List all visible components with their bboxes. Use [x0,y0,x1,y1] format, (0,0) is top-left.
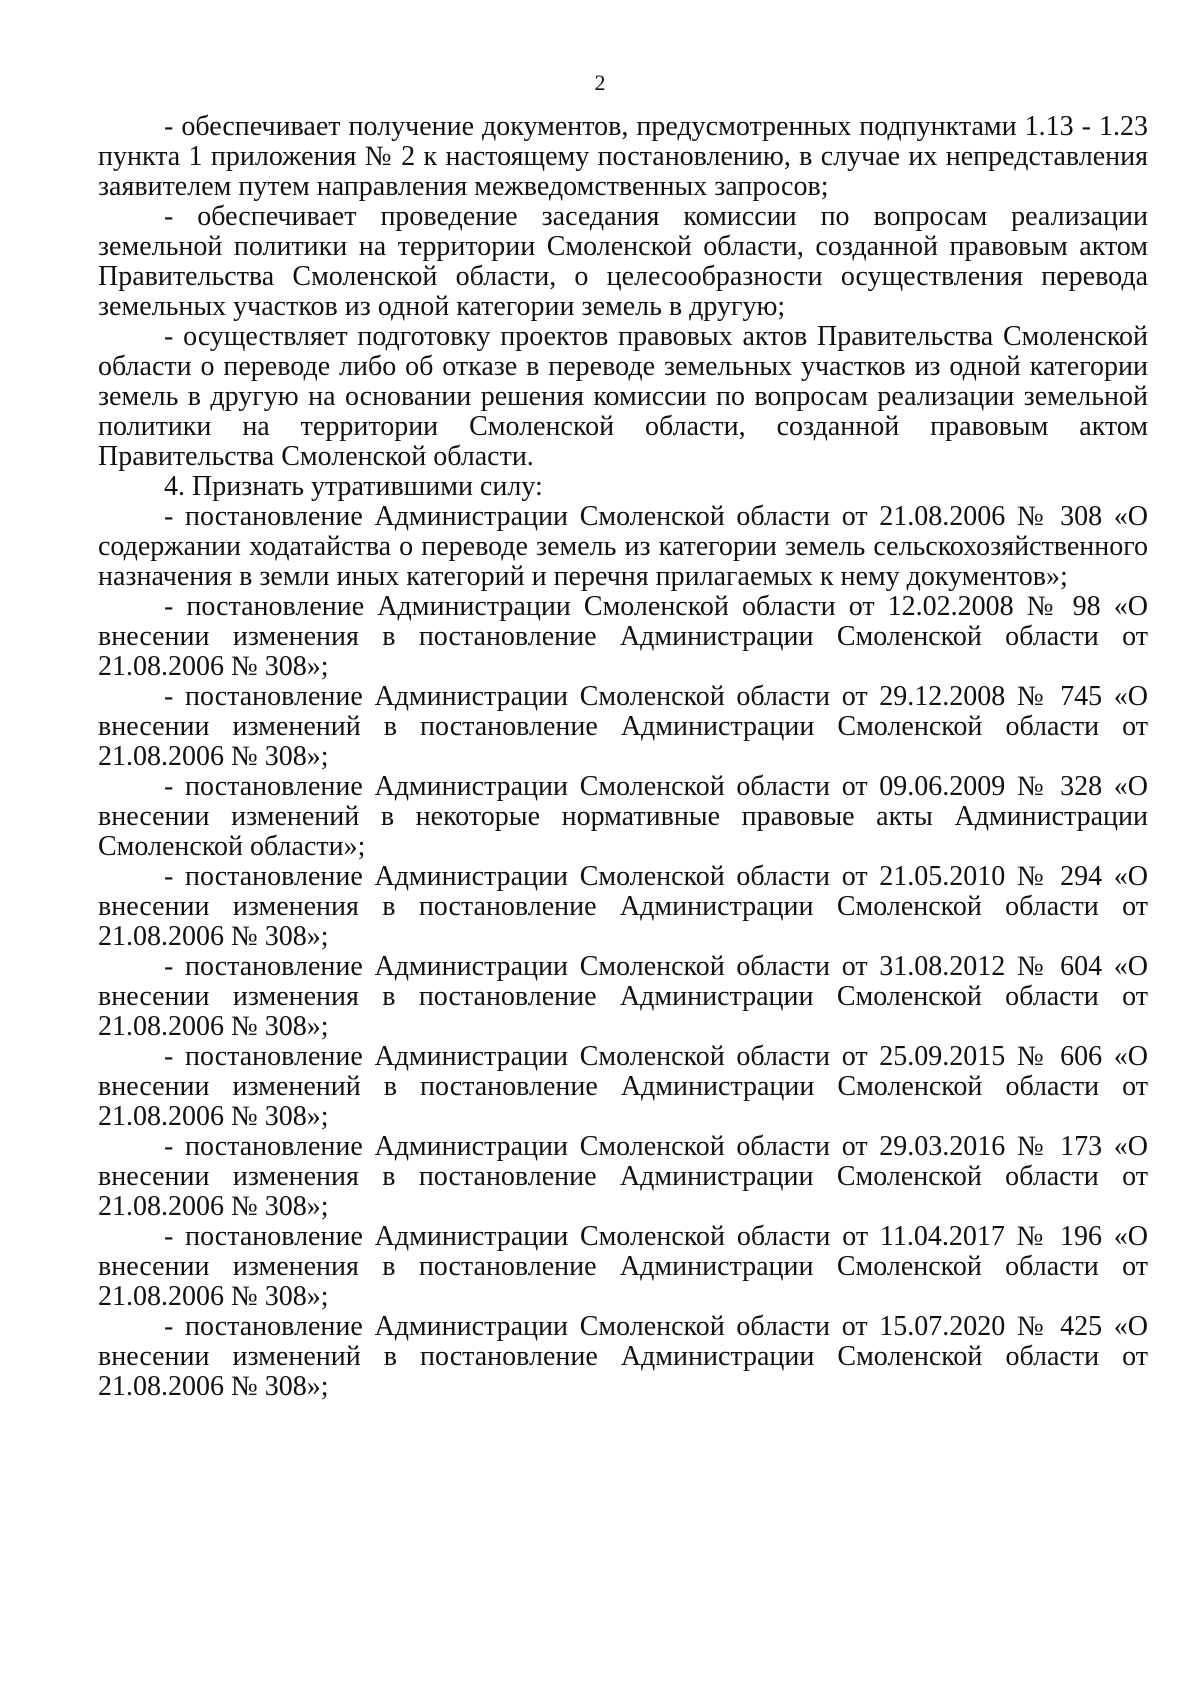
repealed-act-item: - постановление Администрации Смоленской области от 21.05.2010 № 294 «О внесении изменения в постановление Администрации Смоленской области от 21.08.2006 № 308»; [98,861,1148,952]
repealed-act-item: - постановление Администрации Смоленской области от 25.09.2015 № 606 «О внесении изменений в постановление Администрации Смоленской области от 21.08.2006 № 308»; [98,1041,1148,1132]
repealed-act-item: - постановление Администрации Смоленской области от 21.08.2006 № 308 «О содержании ходатайства о переводе земель из категории земель сельскохозяйственного назначения в земли иных категорий и перечня прилагаемых к нему документов»; [98,501,1148,592]
repealed-act-item: - постановление Администрации Смоленской области от 29.12.2008 № 745 «О внесении изменений в постановление Администрации Смоленской области от 21.08.2006 № 308»; [98,681,1148,772]
repealed-act-item: - постановление Администрации Смоленской области от 31.08.2012 № 604 «О внесении изменения в постановление Администрации Смоленской области от 21.08.2006 № 308»; [98,951,1148,1042]
repealed-act-item: - постановление Администрации Смоленской области от 12.02.2008 № 98 «О внесении изменения в постановление Администрации Смоленской области от 21.08.2006 № 308»; [98,591,1148,682]
paragraph-section-4-heading: 4. Признать утратившими силу: [164,471,543,502]
repealed-act-item: - постановление Администрации Смоленской области от 11.04.2017 № 196 «О внесении изменения в постановление Администрации Смоленской области от 21.08.2006 № 308»; [98,1221,1148,1312]
repealed-act-item: - постановление Администрации Смоленской области от 09.06.2009 № 328 «О внесении изменений в некоторые нормативные правовые акты Администрации Смоленской области»; [98,771,1148,862]
paragraph-commission-meeting: - обеспечивает проведение заседания комиссии по вопросам реализации земельной политики на территории Смоленской области, созданной правовым актом Правительства Смоленской области, о целесообразности осуществления перевода земельных участков из одной категории земель в другую; [98,201,1148,322]
repealed-act-item: - постановление Администрации Смоленской области от 29.03.2016 № 173 «О внесении изменения в постановление Администрации Смоленской области от 21.08.2006 № 308»; [98,1131,1148,1222]
repealed-act-item: - постановление Администрации Смоленской области от 15.07.2020 № 425 «О внесении изменений в постановление Администрации Смоленской области от 21.08.2006 № 308»; [98,1311,1148,1402]
page-number: 2 [594,70,606,95]
document-body [98,112,1148,1402]
paragraph-interagency-requests: - обеспечивает получение документов, предусмотренных подпунктами 1.13 - 1.23 пункта 1 приложения № 2 к настоящему постановлению, в случае их непредставления заявителем путем направления межведомственных запросов; [98,111,1148,202]
repealed-acts-list [98,502,1148,1402]
paragraph-legal-acts-preparation: - осуществляет подготовку проектов правовых актов Правительства Смоленской области о переводе либо об отказе в переводе земельных участков из одной категории земель в другую на основании решения комиссии по вопросам реализации земельной политики на территории Смоленской области, созданной правовым актом Правительства Смоленской области. [98,321,1148,472]
